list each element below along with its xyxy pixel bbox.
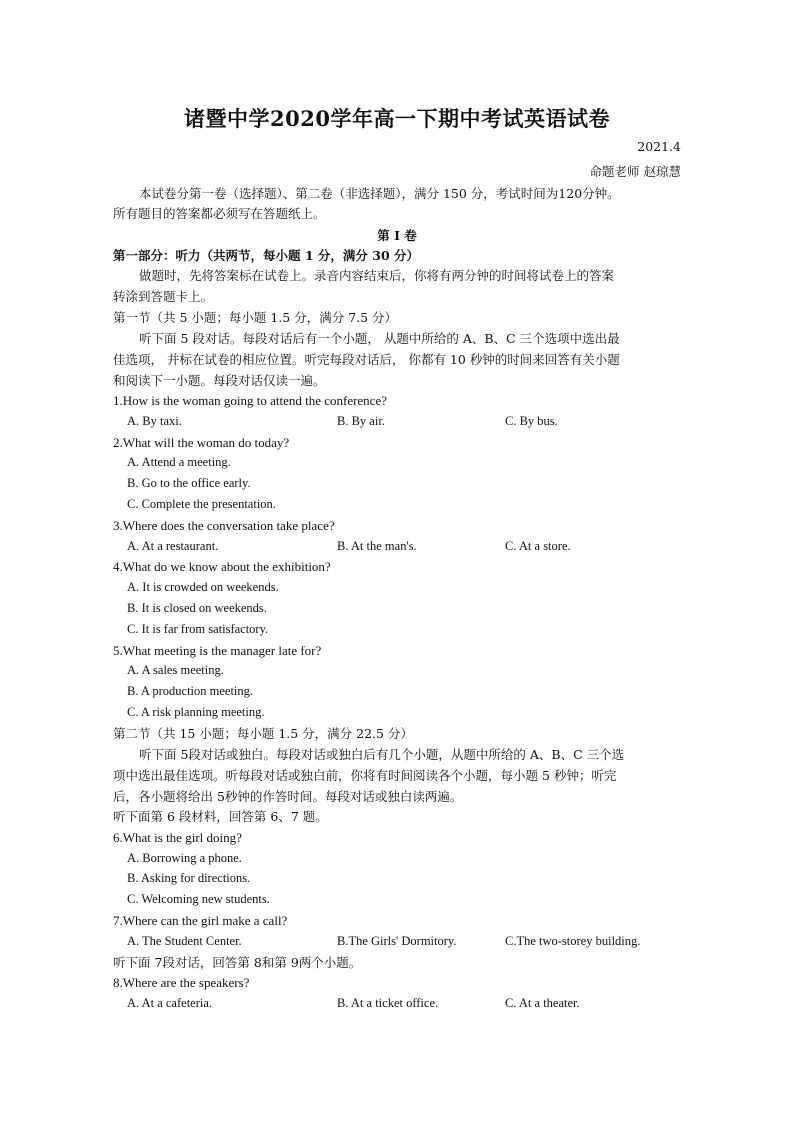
question-6-option-a: A. Borrowing a phone. [127,851,242,865]
section2-instruction-2: 项中选出最佳选项。听每段对话或独白前，你将有时间阅读各个小题，每小题 5 秒钟；听完 [113,768,617,783]
intro-line-1: 本试卷分第一卷（选择题）、第二卷（非选择题），满分 150 分，考试时间为120分钟。 [139,186,620,201]
question-3-stem: 3.Where does the conversation take place? [113,518,335,533]
question-2-option-c: C. Complete the presentation. [127,497,276,511]
question-7-option-c: C.The two-storey building. [505,934,641,948]
question-7-option-b: B.The Girls' Dormitory. [337,934,457,948]
section2-instruction-1: 听下面 5段对话或独白。每段对话或独白后有几个小题，从题中所给的 A、B、C 三个选 [139,747,625,762]
question-1-stem: 1.How is the woman going to attend the conference? [113,393,387,408]
section2-instruction-3: 后，各小题将给出 5秒钟的作答时间。每段对话或独白读两遍。 [113,789,463,804]
question-4-option-b: B. It is closed on weekends. [127,601,267,615]
exam-title: 诸暨中学2020学年高一下期中考试英语试卷 [184,106,610,131]
part1-instruction-1: 做题时，先将答案标在试卷上。录音内容结束后，你将有两分钟的时间将试卷上的答案 [139,268,615,283]
section2-subheading-2: 听下面 7段对话，回答第 8和第 9两个小题。 [113,955,362,970]
question-2-option-b: B. Go to the office early. [127,476,251,490]
exam-date: 2021.4 [637,139,681,154]
question-2-stem: 2.What will the woman do today? [113,435,290,450]
question-7-option-a: A. The Student Center. [127,934,242,948]
question-8-option-c: C. At a theater. [505,996,580,1010]
question-5-option-b: B. A production meeting. [127,684,254,698]
part1-instruction-2: 转涂到答题卡上。 [113,289,214,304]
intro-line-2: 所有题目的答案都必须写在答题纸上。 [113,206,326,221]
section1-title: 第一节（共 5 小题；每小题 1.5 分，满分 7.5 分） [113,310,398,325]
question-7-stem: 7.Where can the girl make a call? [113,913,288,928]
section2-title: 第二节（共 15 小题；每小题 1.5 分，满分 22.5 分） [113,726,413,741]
question-6-option-c: C. Welcoming new students. [127,892,270,906]
section1-instruction-1: 听下面 5 段对话。每段对话后有一个小题， 从题中所给的 A、B、C 三个选项中选出最 [139,331,620,346]
exam-author: 命题老师 赵琼慧 [589,164,681,179]
question-5-stem: 5.What meeting is the manager late for? [113,643,322,658]
question-8-option-a: A. At a cafeteria. [127,996,213,1010]
question-4-option-a: A. It is crowded on weekends. [127,580,279,594]
question-3-option-c: C. At a store. [505,539,571,553]
part1-title: 第一部分：听力（共两节，每小题 1 分，满分 30 分） [113,248,420,263]
question-8-option-b: B. At a ticket office. [337,996,439,1010]
question-3-option-b: B. At the man's. [337,539,417,553]
question-1-option-a: A. By taxi. [127,414,182,428]
section2-subheading-1: 听下面第 6 段材料，回答第 6、7 题。 [113,809,328,824]
question-1-option-b: B. By air. [337,414,385,428]
question-4-option-c: C. It is far from satisfactory. [127,622,269,636]
volume-title: 第 I 卷 [377,228,417,243]
question-1-option-c: C. By bus. [505,414,558,428]
question-4-stem: 4.What do we know about the exhibition? [113,559,331,574]
question-3-option-a: A. At a restaurant. [127,539,219,553]
question-6-option-b: B. Asking for directions. [127,871,251,885]
question-8-stem: 8.Where are the speakers? [113,975,250,990]
question-5-option-c: C. A risk planning meeting. [127,705,265,719]
section1-instruction-2: 佳选项， 并标在试卷的相应位置。听完每段对话后， 你都有 10 秒钟的时间来回答有关小题 [113,352,620,367]
question-5-option-a: A. A sales meeting. [127,663,224,677]
question-6-stem: 6.What is the girl doing? [113,830,242,845]
section1-instruction-3: 和阅读下一小题。每段对话仅读一遍。 [113,373,326,388]
question-2-option-a: A. Attend a meeting. [127,455,231,469]
